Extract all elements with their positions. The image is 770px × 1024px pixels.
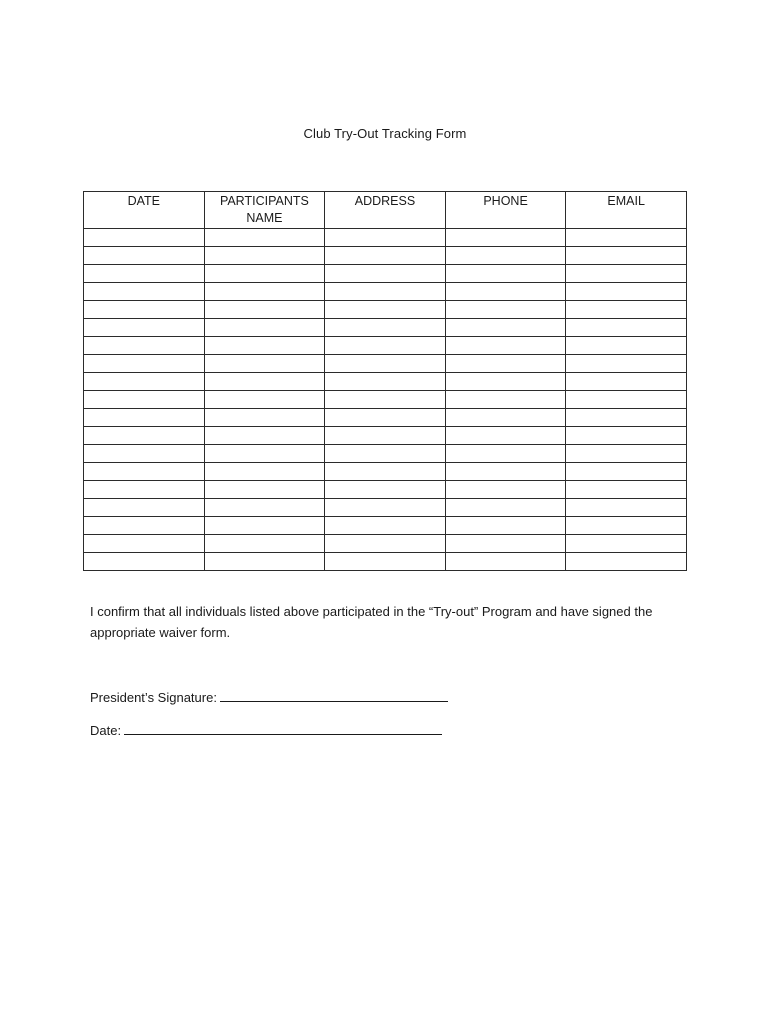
table-row: [84, 301, 687, 319]
table-cell-participants-name[interactable]: [204, 499, 325, 517]
table-row: [84, 319, 687, 337]
table-row: [84, 499, 687, 517]
table-cell-participants-name[interactable]: [204, 229, 325, 247]
table-cell-phone[interactable]: [445, 355, 566, 373]
table-cell-phone[interactable]: [445, 445, 566, 463]
table-cell-phone[interactable]: [445, 301, 566, 319]
table-cell-email[interactable]: [566, 391, 687, 409]
table-cell-phone[interactable]: [445, 337, 566, 355]
table-cell-participants-name[interactable]: [204, 535, 325, 553]
table-cell-participants-name[interactable]: [204, 247, 325, 265]
table-header-row: [84, 192, 687, 229]
column-header-email: EMAIL: [566, 192, 687, 229]
table-cell-email[interactable]: [566, 373, 687, 391]
table-row: [84, 517, 687, 535]
table-cell-address[interactable]: [325, 481, 446, 499]
table-cell-address[interactable]: [325, 445, 446, 463]
table-cell-address[interactable]: [325, 319, 446, 337]
column-header-address: ADDRESS: [325, 192, 446, 229]
table-cell-participants-name[interactable]: [204, 409, 325, 427]
table-row: [84, 355, 687, 373]
table-cell-date[interactable]: [84, 517, 205, 535]
table-cell-address[interactable]: [325, 337, 446, 355]
table-cell-date[interactable]: [84, 499, 205, 517]
table-cell-participants-name[interactable]: [204, 427, 325, 445]
table-row: [84, 481, 687, 499]
table-cell-phone[interactable]: [445, 283, 566, 301]
table-cell-participants-name[interactable]: [204, 481, 325, 499]
president-signature-label: President’s Signature:: [90, 690, 217, 705]
table-cell-date[interactable]: [84, 463, 205, 481]
table-row: [84, 283, 687, 301]
table-cell-email[interactable]: [566, 355, 687, 373]
table-cell-address[interactable]: [325, 301, 446, 319]
table-body: [84, 229, 687, 571]
table-cell-date[interactable]: [84, 355, 205, 373]
table-cell-address[interactable]: [325, 499, 446, 517]
table-cell-email[interactable]: [566, 283, 687, 301]
table-cell-participants-name[interactable]: [204, 283, 325, 301]
table-cell-address[interactable]: [325, 553, 446, 571]
column-header-date: DATE: [84, 192, 205, 229]
table-row: [84, 409, 687, 427]
table-cell-phone[interactable]: [445, 319, 566, 337]
table-cell-date[interactable]: [84, 391, 205, 409]
table-cell-participants-name[interactable]: [204, 391, 325, 409]
table-cell-email[interactable]: [566, 229, 687, 247]
table-cell-email[interactable]: [566, 463, 687, 481]
table-cell-participants-name[interactable]: [204, 319, 325, 337]
table-row: [84, 229, 687, 247]
table-cell-address[interactable]: [325, 355, 446, 373]
table-row: [84, 463, 687, 481]
table-cell-participants-name[interactable]: [204, 355, 325, 373]
column-header-phone: PHONE: [445, 192, 566, 229]
table-cell-date[interactable]: [84, 553, 205, 571]
table-row: [84, 445, 687, 463]
table-cell-address[interactable]: [325, 229, 446, 247]
table-cell-date[interactable]: [84, 427, 205, 445]
table-cell-email[interactable]: [566, 481, 687, 499]
tracking-table: [83, 191, 687, 571]
table-cell-date[interactable]: [84, 445, 205, 463]
table-cell-phone[interactable]: [445, 265, 566, 283]
table-cell-participants-name[interactable]: [204, 463, 325, 481]
table-row: [84, 553, 687, 571]
table-cell-date[interactable]: [84, 229, 205, 247]
table-cell-participants-name[interactable]: [204, 517, 325, 535]
table-cell-address[interactable]: [325, 391, 446, 409]
table-cell-email[interactable]: [566, 553, 687, 571]
table-cell-date[interactable]: [84, 283, 205, 301]
president-signature-line: [90, 689, 448, 705]
table-cell-phone[interactable]: [445, 463, 566, 481]
table-cell-address[interactable]: [325, 247, 446, 265]
page-title: Club Try-Out Tracking Form: [303, 126, 467, 141]
table-row: [84, 535, 687, 553]
column-header-participants-name: PARTICIPANTS NAME: [204, 192, 325, 229]
table-cell-address[interactable]: [325, 463, 446, 481]
table-cell-phone[interactable]: [445, 427, 566, 445]
table-cell-phone[interactable]: [445, 247, 566, 265]
table-row: [84, 247, 687, 265]
table-cell-date[interactable]: [84, 301, 205, 319]
table-cell-email[interactable]: [566, 535, 687, 553]
table-cell-address[interactable]: [325, 373, 446, 391]
confirmation-statement: I confirm that all individuals listed above participated in the “Try-out” Program and have signed the appropriate waiver form.: [90, 604, 653, 640]
table-cell-phone[interactable]: [445, 229, 566, 247]
table-cell-address[interactable]: [325, 427, 446, 445]
table-cell-date[interactable]: [84, 535, 205, 553]
table-cell-date[interactable]: [84, 409, 205, 427]
table-cell-phone[interactable]: [445, 481, 566, 499]
table-cell-phone[interactable]: [445, 517, 566, 535]
date-label: Date:: [90, 723, 122, 738]
table-cell-date[interactable]: [84, 373, 205, 391]
table-cell-date[interactable]: [84, 319, 205, 337]
table-cell-phone[interactable]: [445, 499, 566, 517]
table-row: [84, 337, 687, 355]
table-cell-email[interactable]: [566, 301, 687, 319]
table-cell-date[interactable]: [84, 337, 205, 355]
table-cell-address[interactable]: [325, 409, 446, 427]
table-cell-address[interactable]: [325, 283, 446, 301]
table-cell-email[interactable]: [566, 445, 687, 463]
table-cell-email[interactable]: [566, 499, 687, 517]
date-line: [90, 722, 442, 738]
table-cell-date[interactable]: [84, 247, 205, 265]
table-cell-phone[interactable]: [445, 391, 566, 409]
table-cell-email[interactable]: [566, 427, 687, 445]
table-cell-participants-name[interactable]: [204, 301, 325, 319]
president-signature-field[interactable]: [220, 689, 448, 702]
table-cell-participants-name[interactable]: [204, 553, 325, 571]
table-cell-participants-name[interactable]: [204, 337, 325, 355]
table-cell-email[interactable]: [566, 247, 687, 265]
table-cell-participants-name[interactable]: [204, 265, 325, 283]
table-cell-date[interactable]: [84, 265, 205, 283]
table-cell-email[interactable]: [566, 517, 687, 535]
date-field[interactable]: [124, 722, 442, 735]
table-cell-address[interactable]: [325, 535, 446, 553]
table-row: [84, 391, 687, 409]
table-row: [84, 427, 687, 445]
table-cell-email[interactable]: [566, 337, 687, 355]
table-row: [84, 373, 687, 391]
table-cell-phone[interactable]: [445, 535, 566, 553]
table-cell-participants-name[interactable]: [204, 373, 325, 391]
table-cell-email[interactable]: [566, 265, 687, 283]
table-cell-email[interactable]: [566, 319, 687, 337]
table-cell-date[interactable]: [84, 481, 205, 499]
table-row: [84, 265, 687, 283]
table-cell-phone[interactable]: [445, 373, 566, 391]
table-cell-phone[interactable]: [445, 553, 566, 571]
table-cell-address[interactable]: [325, 265, 446, 283]
table-cell-address[interactable]: [325, 517, 446, 535]
table-cell-email[interactable]: [566, 409, 687, 427]
table-cell-participants-name[interactable]: [204, 445, 325, 463]
table-cell-phone[interactable]: [445, 409, 566, 427]
